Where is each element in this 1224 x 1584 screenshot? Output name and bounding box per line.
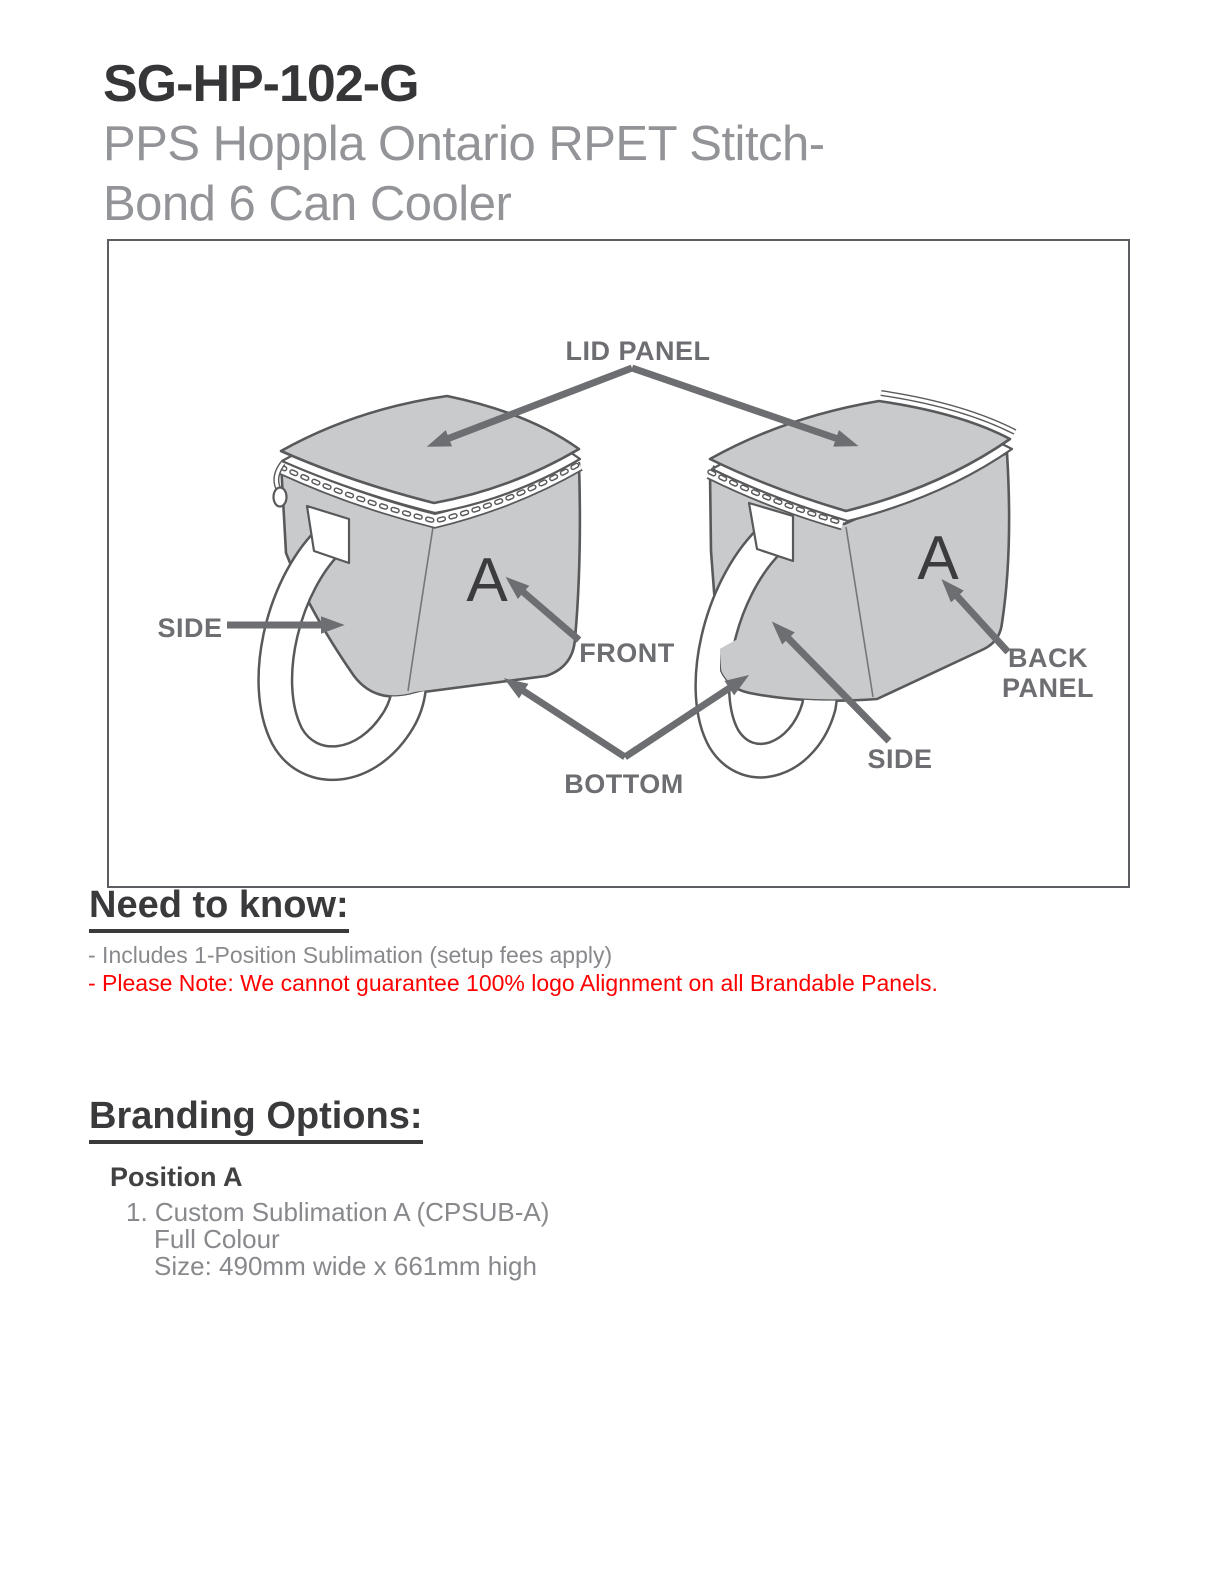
branding-options-heading: Branding Options: <box>89 1097 423 1144</box>
label-front: FRONT <box>579 638 675 668</box>
product-diagram <box>109 241 1128 886</box>
label-side-left: SIDE <box>157 613 223 643</box>
need-to-know-item-1: - Includes 1-Position Sublimation (setup fees apply) <box>88 942 613 968</box>
bottom-arrow-left <box>522 690 625 757</box>
product-code-title: SG-HP-102-G <box>103 55 419 113</box>
label-back-panel-line1: BACK <box>1008 643 1088 673</box>
label-bottom: BOTTOM <box>564 769 684 799</box>
position-a-heading: Position A <box>110 1162 243 1192</box>
branding-option-line-2: Full Colour <box>154 1224 280 1254</box>
back-position-marker: A <box>917 524 959 593</box>
need-to-know-heading: Need to know: <box>89 886 349 933</box>
product-name-subtitle <box>103 114 825 234</box>
label-back-panel-line2: PANEL <box>1001 673 1095 703</box>
left-bag-illustration <box>274 396 581 763</box>
branding-option-line-1: 1. Custom Sublimation A (CPSUB-A) <box>126 1197 550 1227</box>
product-name-line-1: PPS Hoppla Ontario RPET Stitch- <box>103 117 825 171</box>
label-side-right: SIDE <box>867 744 933 774</box>
right-bag-illustration <box>710 393 1015 761</box>
need-to-know-item-2: - Please Note: We cannot guarantee 100% logo Alignment on all Brandable Panels. <box>88 970 938 996</box>
product-name-line-2: Bond 6 Can Cooler <box>103 177 512 231</box>
left-zipper-pull-ring <box>274 488 287 507</box>
lid-panel-arrow-right <box>632 368 838 439</box>
label-lid-panel: LID PANEL <box>565 336 711 366</box>
front-position-marker: A <box>466 546 508 615</box>
branding-option-line-3: Size: 490mm wide x 661mm high <box>154 1251 537 1281</box>
product-diagram-frame <box>107 239 1130 888</box>
